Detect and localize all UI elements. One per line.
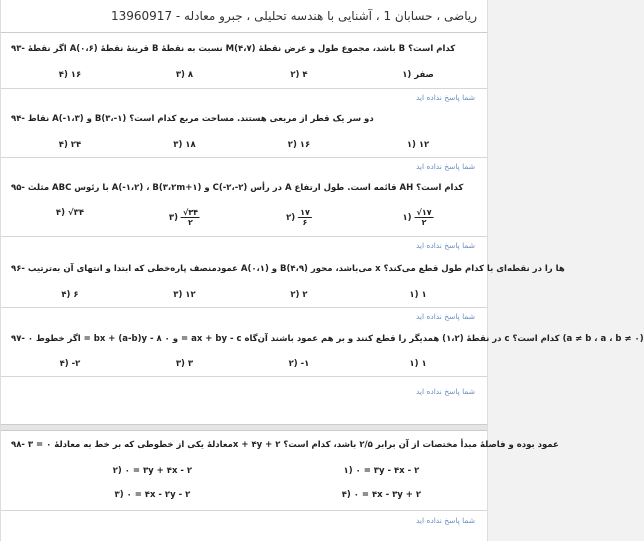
no-answer-label: شما پاسخ نداده اید — [415, 241, 475, 250]
question-98-text: ۹۸- معادلهٔ یکی از خطوطی که بر خط به معادلهٔ ۰ = ۳x + ۴y + ۲ عمود بوده و فاصلهٔ مبدأ مختصات از آن برابر ۲/۵ باشد، کدام است؟ — [11, 440, 559, 450]
question-94-options — [15, 140, 473, 154]
no-answer-label: شما پاسخ نداده اید — [415, 93, 475, 102]
no-answer-label: شما پاسخ نداده اید — [415, 312, 475, 321]
fraction-denominator: ۲ — [421, 218, 427, 227]
question-96-options — [15, 290, 473, 304]
page-title: ریاضی ، حسابان 1 ، آشنایی با هندسه تحلیلی ، جبرو معادله - 13960917 — [1, 0, 487, 33]
q95-option-2-fraction — [298, 208, 312, 227]
q98-option-3[interactable]: ۳) ۰ = ۴x - ۲y - ۲ — [114, 490, 191, 500]
no-answer-label: شما پاسخ نداده اید — [415, 387, 475, 396]
q96-option-3[interactable]: ۳) ۱۲ — [173, 290, 196, 300]
fraction-numerator: √۱۷ — [416, 208, 432, 217]
q95-option-3-fraction — [181, 208, 200, 227]
fraction-numerator: √۳۴ — [182, 208, 199, 217]
q95-option-4[interactable] — [56, 208, 84, 218]
q97-option-4[interactable]: ۴) -۲ — [59, 359, 81, 369]
q95-option-4-radical: √۳۴ — [67, 208, 85, 218]
q96-option-2[interactable]: ۲) ۲ — [290, 290, 308, 300]
q93-option-2[interactable]: ۲) ۴ — [290, 70, 308, 80]
q95-option-1[interactable] — [402, 208, 433, 227]
q95-option-4-number: ۴) — [55, 208, 65, 218]
q94-option-4[interactable]: ۴) ۲۴ — [58, 140, 82, 150]
q97-option-2[interactable]: ۲) -۱ — [288, 359, 310, 369]
question-98-options-row-1 — [15, 466, 473, 480]
divider — [1, 236, 487, 237]
divider — [1, 510, 487, 511]
question-97-options — [15, 359, 473, 373]
q97-option-1[interactable]: ۱) ۱ — [409, 359, 427, 369]
fraction-denominator: ۲ — [188, 218, 193, 227]
fraction-numerator: ۱۷ — [300, 208, 310, 217]
question-94-text: ۹۴- نقاط A(-۱،۳) و B(۳،-۱) دو سر یک قطر از مربعی هستند. مساحت مربع کدام است؟ — [11, 114, 374, 124]
question-96-text: ۹۶- عمودمنصف پاره‌خطی که ابتدا و انتهای آن به‌ترتیب A(۰،۱) و B(۴،۹) می‌باشد، محور x ها را در نقطه‌ای با کدام طول قطع می‌کند؟ — [11, 264, 565, 274]
q94-option-1[interactable]: ۱) ۱۲ — [406, 140, 430, 150]
q94-option-2[interactable]: ۲) ۱۶ — [287, 140, 311, 150]
q93-option-3[interactable]: ۳) ۸ — [175, 70, 194, 80]
q98-option-1[interactable]: ۱) ۰ = ۳y - ۴x - ۲ — [343, 466, 420, 476]
q95-option-2-number: ۲) — [286, 213, 296, 223]
divider — [1, 376, 487, 377]
divider — [1, 157, 487, 158]
divider — [1, 307, 487, 308]
question-98-options-row-2 — [15, 490, 473, 504]
q98-option-2[interactable]: ۲) ۰ = ۳y + ۴x - ۲ — [112, 466, 193, 476]
section-gap — [1, 424, 487, 431]
q96-option-4[interactable]: ۴) ۶ — [61, 290, 79, 300]
no-answer-label: شما پاسخ نداده اید — [415, 516, 475, 525]
q95-option-3[interactable] — [169, 208, 200, 227]
divider — [1, 88, 487, 89]
q95-option-1-number: ۱) — [402, 213, 412, 223]
question-93-text: ۹۳- اگر نقطهٔ A(۰،۶) قرینهٔ نقطهٔ B نسبت به نقطهٔ M(۴،۷) باشد، مجموع طول و عرض نقطهٔ B کدام است؟ — [11, 44, 456, 54]
q95-option-3-number: ۳) — [168, 213, 178, 223]
q93-option-1[interactable]: ۱) صفر — [402, 70, 434, 80]
q98-option-4[interactable]: ۴) ۰ = ۴x - ۳y + ۲ — [341, 490, 422, 500]
question-93-options — [15, 70, 473, 84]
q94-option-3[interactable]: ۳) ۱۸ — [173, 140, 196, 150]
q95-option-1-fraction — [415, 208, 434, 227]
no-answer-label: شما پاسخ نداده اید — [415, 162, 475, 171]
question-97-text: ۹۷- اگر خطوط ۰ = bx + (a-b)y - ۸ و ۰ = ax + by - c در نقطهٔ (۱،۲) همدیگر را قطع کنند و بر هم عمود باشند آن‌گاه c کدام است؟ (a ≠ b ، a ، b ≠ ۰) — [11, 334, 644, 344]
question-95-text: ۹۵- مثلث ABC با رئوس A(-۱،۲) ، B(۳،۲m+۱) و C(-۲،-۲) در رأس A قائمه است. طول ارتفاع AH کدام است؟ — [11, 183, 464, 193]
q97-option-3[interactable]: ۳) ۳ — [175, 359, 194, 369]
q96-option-1[interactable]: ۱) ۱ — [409, 290, 427, 300]
fraction-denominator: ۶ — [302, 218, 308, 227]
q93-option-4[interactable]: ۴) ۱۶ — [58, 70, 82, 80]
q95-option-2[interactable] — [286, 208, 312, 227]
question-95-options — [15, 208, 473, 230]
